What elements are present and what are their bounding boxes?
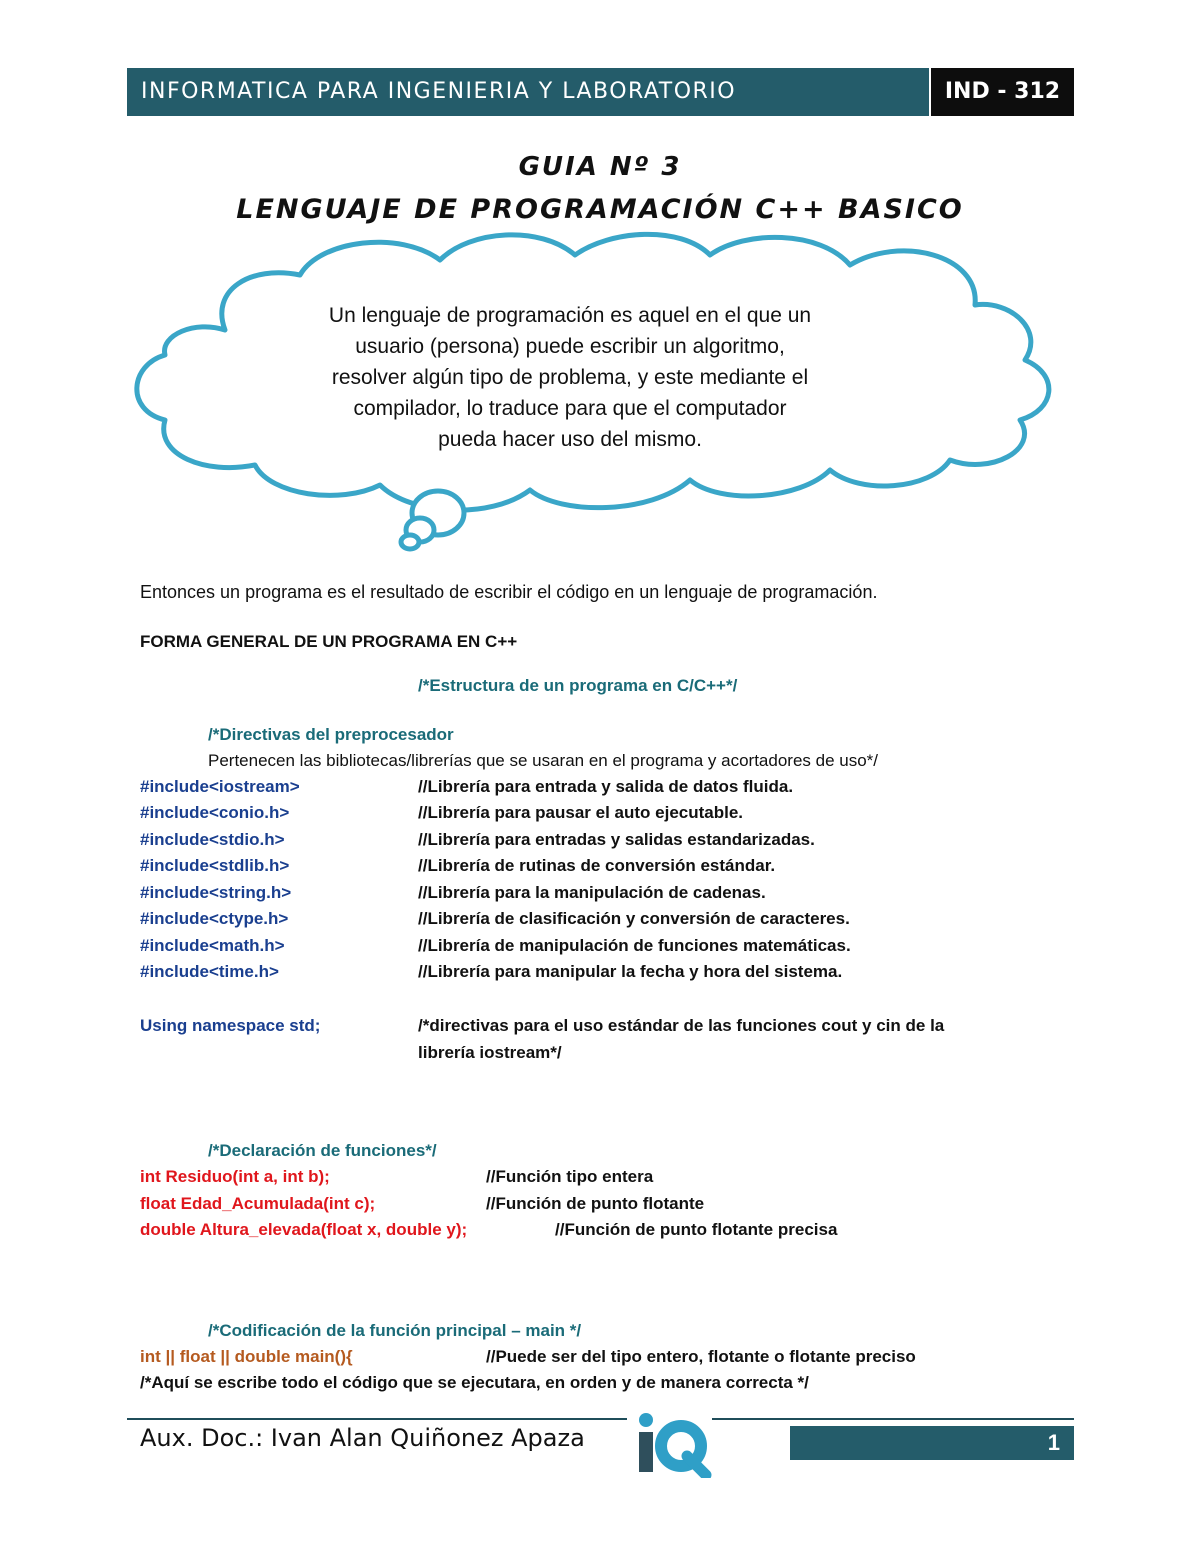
directives-heading: /*Directivas del preprocesador	[208, 725, 454, 744]
cloud-line: resolver algún tipo de problema, y este mediante el	[331, 366, 809, 389]
include-code: #include<math.h>	[140, 936, 285, 955]
functions-heading: /*Declaración de funciones*/	[208, 1141, 437, 1160]
include-code: #include<time.h>	[140, 962, 279, 981]
include-comment: //Librería para pausar el auto ejecutable.	[418, 803, 744, 822]
include-code: #include<iostream>	[140, 777, 300, 796]
thought-cloud-icon	[0, 0, 1200, 560]
main-signature: int || float || double main(){	[140, 1347, 353, 1366]
include-code: #include<stdlib.h>	[140, 856, 290, 875]
guide-subject-title: LENGUAJE DE PROGRAMACIÓN C++ BASICO	[236, 194, 964, 225]
function-declaration: float Edad_Acumulada(int c);	[140, 1194, 376, 1213]
course-code-badge: IND - 312	[931, 68, 1074, 116]
function-declaration: int Residuo(int a, int b);	[140, 1167, 330, 1186]
cloud-line: pueda hacer uso del mismo.	[438, 428, 702, 451]
namespace-code: Using namespace std;	[140, 1016, 321, 1035]
course-title-bar: INFORMATICA PARA INGENIERIA Y LABORATORIO	[127, 68, 929, 116]
intro-paragraph: Entonces un programa es el resultado de escribir el código en un lenguaje de programación.	[140, 582, 878, 602]
main-note: /*Aquí se escribe todo el código que se ejecutara, en orden y de manera correcta */	[140, 1373, 809, 1392]
include-comment: //Librería para entrada y salida de datos fluida.	[418, 777, 794, 796]
function-comment: //Función tipo entera	[486, 1167, 654, 1186]
main-comment: //Puede ser del tipo entero, flotante o flotante preciso	[486, 1347, 916, 1366]
footer-divider	[712, 1418, 1074, 1420]
logo-text: iQ	[672, 1450, 673, 1451]
cloud-definition	[270, 300, 870, 455]
footer-author: Aux. Doc.: Ivan Alan Quiñonez Apaza	[140, 1424, 585, 1452]
include-comment: //Librería para la manipulación de cadenas.	[418, 883, 766, 902]
include-comment: //Librería de clasificación y conversión de caracteres.	[418, 909, 850, 928]
include-comment: //Librería de rutinas de conversión estándar.	[418, 856, 776, 875]
main-heading: /*Codificación de la función principal – main */	[208, 1321, 582, 1340]
include-code: #include<ctype.h>	[140, 909, 289, 928]
cloud-line: Un lenguaje de programación es aquel en el que un	[328, 304, 812, 327]
function-declaration: double Altura_elevada(float x, double y);	[140, 1220, 468, 1239]
guide-number-title: GUIA Nº 3	[518, 152, 682, 182]
include-code: #include<stdio.h>	[140, 830, 285, 849]
iq-logo-icon	[632, 1406, 712, 1478]
directives-description: Pertenecen las bibliotecas/librerías que se usaran en el programa y acortadores de uso*/	[208, 751, 878, 770]
include-comment: //Librería para entradas y salidas estandarizadas.	[418, 830, 815, 849]
include-comment: //Librería para manipular la fecha y hora del sistema.	[418, 962, 843, 981]
namespace-comment-line1: /*directivas para el uso estándar de las funciones cout y cin de la	[418, 1016, 945, 1035]
function-comment: //Función de punto flotante	[486, 1194, 705, 1213]
page-number: 1	[790, 1426, 1074, 1460]
namespace-comment-line2: librería iostream*/	[418, 1043, 562, 1062]
function-comment: //Función de punto flotante precisa	[555, 1220, 838, 1239]
structure-comment: /*Estructura de un programa en C/C++*/	[418, 676, 738, 695]
cloud-line: usuario (persona) puede escribir un algoritmo,	[355, 335, 785, 358]
include-code: #include<conio.h>	[140, 803, 290, 822]
footer-divider	[127, 1418, 627, 1420]
cloud-line: compilador, lo traduce para que el computador	[353, 397, 787, 420]
include-comment: //Librería de manipulación de funciones matemáticas.	[418, 936, 851, 955]
include-code: #include<string.h>	[140, 883, 292, 902]
section-heading: FORMA GENERAL DE UN PROGRAMA EN C++	[140, 632, 518, 651]
